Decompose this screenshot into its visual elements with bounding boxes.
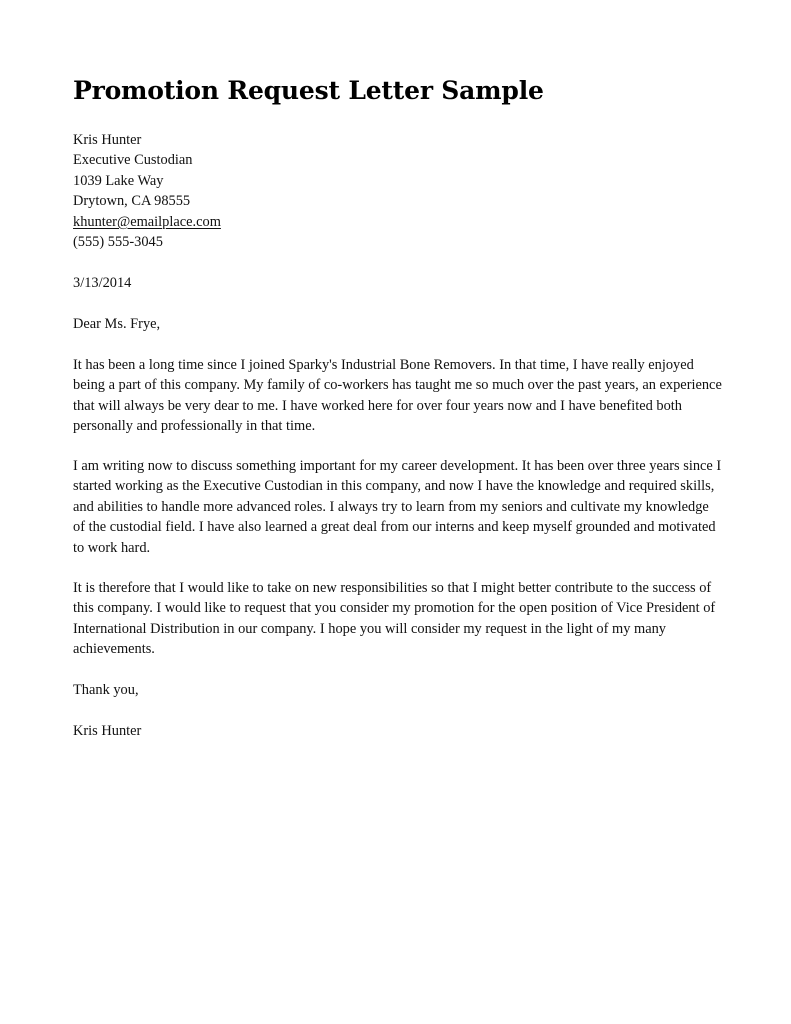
sender-city-state-zip: Drytown, CA 98555 bbox=[73, 193, 191, 210]
letter-date: 3/13/2014 bbox=[73, 275, 132, 291]
sender-block bbox=[73, 130, 723, 252]
sender-name: Kris Hunter bbox=[73, 132, 142, 148]
sender-street: 1039 Lake Way bbox=[73, 172, 164, 189]
body-paragraph-2: I am writing now to discuss something important for my career development. It has been over three years since I started working as the Executive Custodian in this company, and now I have the knowledge and required skills, and abilities to handle more advanced roles. I always try to learn from my seniors and cultivate my knowledge of the custodial field. I have also learned a great deal from our interns and keep myself grounded and motivated to work hard. bbox=[73, 458, 722, 556]
sender-job-title: Executive Custodian bbox=[73, 152, 193, 169]
page-title: Promotion Request Letter Sample bbox=[73, 76, 544, 105]
salutation: Dear Ms. Frye, bbox=[73, 316, 161, 332]
closing: Thank you, bbox=[73, 682, 139, 698]
sender-email-link[interactable]: khunter@emailplace.com bbox=[73, 213, 221, 230]
sender-phone: (555) 555-3045 bbox=[73, 234, 163, 251]
body-paragraph-3: It is therefore that I would like to take on new responsibilities so that I might better contribute to the success of this company. I would like to request that you consider my promotion for the open position of Vice President of International Distribution in our company. I hope you will consider my request in the light of my many achievements. bbox=[73, 580, 716, 658]
signature-name: Kris Hunter bbox=[73, 723, 142, 739]
body-paragraph-1: It has been a long time since I joined Sparky's Industrial Bone Removers. In that time, I have really enjoyed being a part of this company. My family of co-workers has taught me so much over the past years, an experience that will always be very dear to me. I have worked here for over four years now and I have benefited both personally and professionally in that time. bbox=[73, 357, 722, 435]
